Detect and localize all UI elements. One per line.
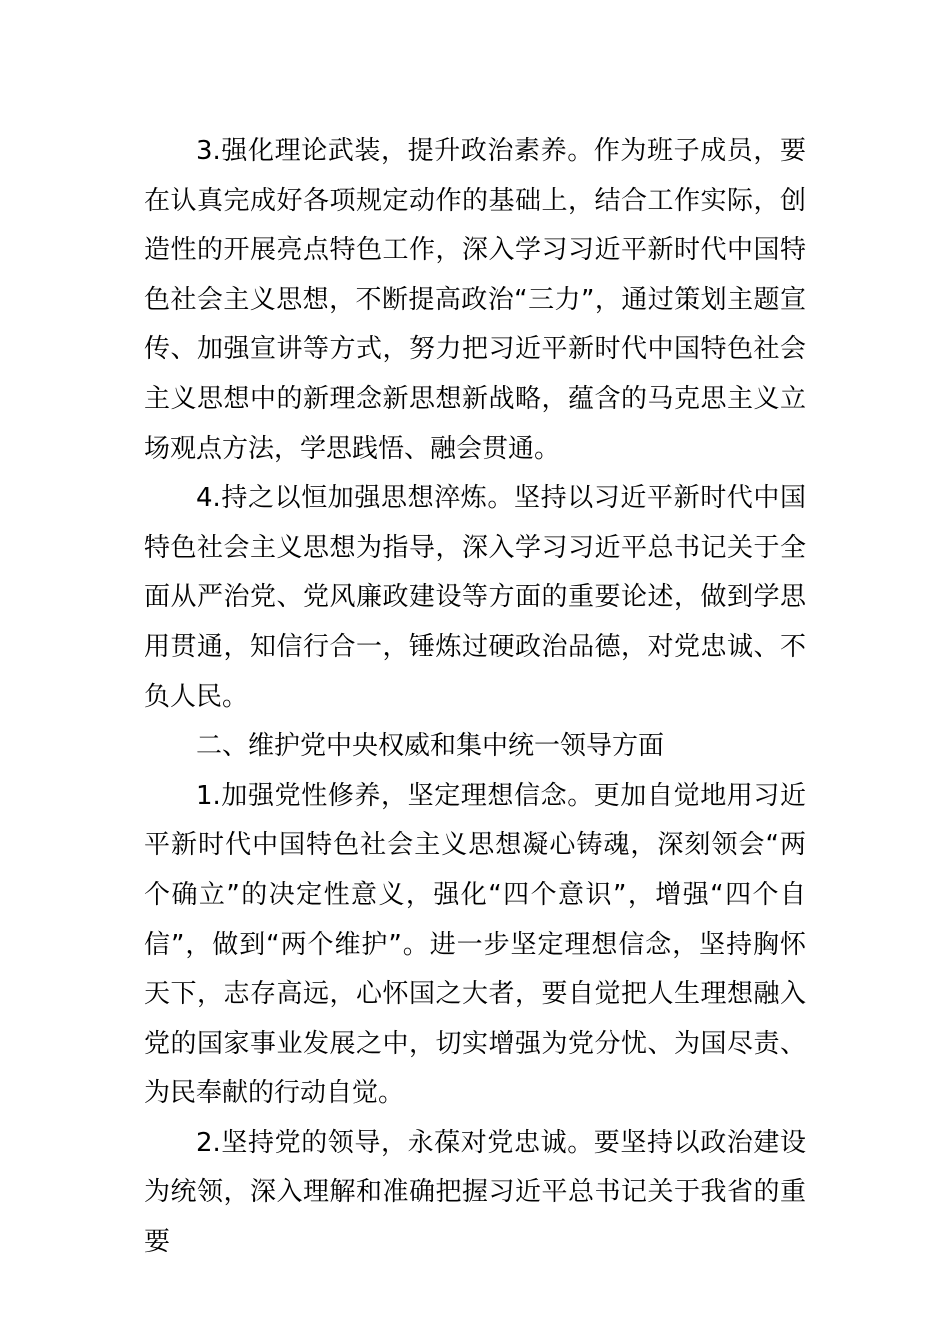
section-heading-2: 二、维护党中央权威和集中统一领导方面 (196, 731, 665, 762)
document-body (144, 127, 806, 1268)
paragraph-subsection-1: 1.加强党性修养，坚定理想信念。更加自觉地用习近平新时代中国特色社会主义思想凝心铸魂，深刻领会“两个确立”的决定性意义，强化“四个意识”，增强“四个自信”，做到“两个维护”。进一步坚定理想信念，坚持胸怀天下，志存高远，心怀国之大者，要自觉把人生理想融入党的国家事业发展之中，切实增强为党分忧、为国尽责、为民奉献的行动自觉。 (144, 780, 806, 1109)
paragraph-subsection-2: 2.坚持党的领导，永葆对党忠诚。要坚持以政治建设为统领，深入理解和准确把握习近平总书记关于我省的重要 (144, 1127, 806, 1258)
paragraph-section-3: 3.强化理论武装，提升政治素养。作为班子成员，要在认真完成好各项规定动作的基础上，结合工作实际，创造性的开展亮点特色工作，深入学习习近平新时代中国特色社会主义思想，不断提高政治“三力”，通过策划主题宣传、加强宣讲等方式，努力把习近平新时代中国特色社会主义思想中的新理念新思想新战略，蕴含的马克思主义立场观点方法，学思践悟、融会贯通。 (144, 136, 806, 464)
paragraph-section-4: 4.持之以恒加强思想淬炼。坚持以习近平新时代中国特色社会主义思想为指导，深入学习习近平总书记关于全面从严治党、党风廉政建设等方面的重要论述，做到学思用贯通，知信行合一，锤炼过硬政治品德，对党忠诚、不负人民。 (144, 483, 806, 712)
